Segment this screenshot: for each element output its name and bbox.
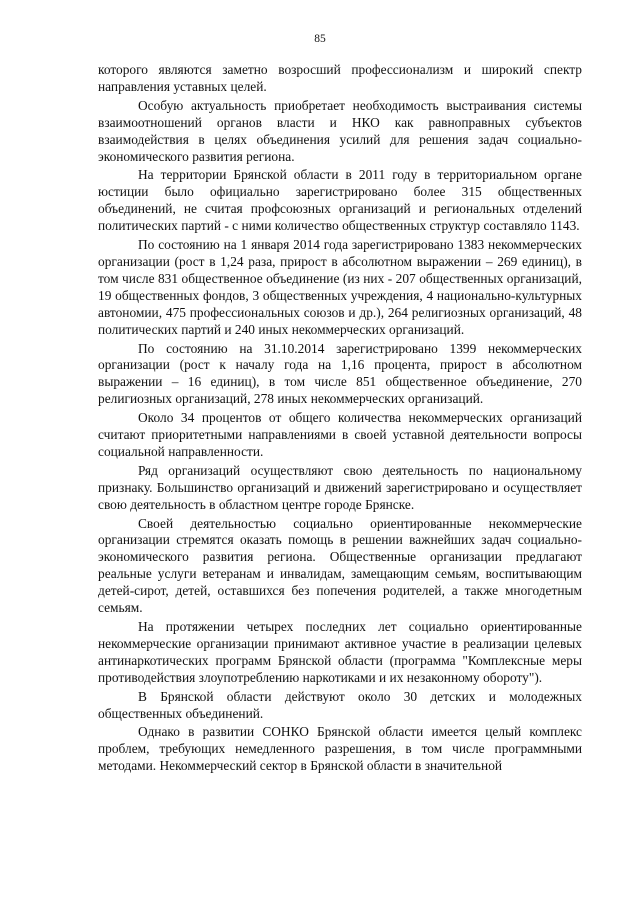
paragraph-6: Около 34 процентов от общего количества некоммерческих организаций считают приоритетными направлениями в своей уставной деятельности вопросы социальной направленности. <box>98 410 582 459</box>
paragraph-11: Однако в развитии СОНКО Брянской области имеется целый комплекс проблем, требующих немедленного разрешения, в том числе программными методами. Некоммерческий сектор в Брянской области в значительной <box>98 724 582 774</box>
paragraph-1: которого являются заметно возросший профессионализм и широкий спектр направления уставных целей. <box>98 62 582 94</box>
document-body <box>98 62 582 777</box>
paragraph-10: В Брянской области действуют около 30 детских и молодежных общественных объединений. <box>98 688 582 721</box>
paragraph-4: По состоянию на 1 января 2014 года зарегистрировано 1383 некоммерческих организации (рост в 1,24 раза, прирост в абсолютном выражении – 269 единиц), в том числе 831 общественное объединение (из них - 207 общественных организаций, 19 общественных фондов, 3 общественных учреждения, 4 национально-культурных автономии, 475 профессиональных союзов и др.), 264 религиозных организаций, 48 политических партий и 240 иных некоммерческих организаций. <box>98 237 582 337</box>
paragraph-7: Ряд организаций осуществляют свою деятельность по национальному признаку. Большинство организаций и движений зарегистрировано и осуществляет свою деятельность в областном центре городе Брянске. <box>98 462 582 512</box>
paragraph-3: На территории Брянской области в 2011 году в территориальном органе юстиции было официально зарегистрировано более 315 общественных объединений, не считая профсоюзных организаций и региональных отделений политических партий - с ними количество общественных структур составляло 1143. <box>98 167 582 234</box>
paragraph-8: Своей деятельностью социально ориентированные некоммерческие организации стремятся оказать помощь в решении важнейших задач социально-экономического развития региона. Общественные организации предлагают реальные услуги ветеранам и инвалидам, замещающим семьям, воспитывающим детей-сирот, детей, оставшихся без попечения родителей, а также многодетным семьям. <box>98 515 582 616</box>
paragraph-5: По состоянию на 31.10.2014 зарегистрировано 1399 некоммерческих организации (рост к началу года на 1,16 процента, прирост в абсолютном выражении – 16 единиц), в том числе 851 общественное объединение, 270 религиозных организаций, 278 иных некоммерческих организаций. <box>98 340 582 407</box>
paragraph-2: Особую актуальность приобретает необходимость выстраивания системы взаимоотношений органов власти и НКО как равноправных субъектов взаимодействия в целях объединения усилий для решения задач социально-экономического развития региона. <box>98 97 582 164</box>
paragraph-9: На протяжении четырех последних лет социально ориентированные некоммерческие организации принимают активное участие в реализации целевых антинаркотических программ Брянской области (программа "Комплексные меры противодействия злоупотреблению наркотиками и их незаконному обороту"). <box>98 619 582 685</box>
page-number: 85 <box>314 33 326 45</box>
